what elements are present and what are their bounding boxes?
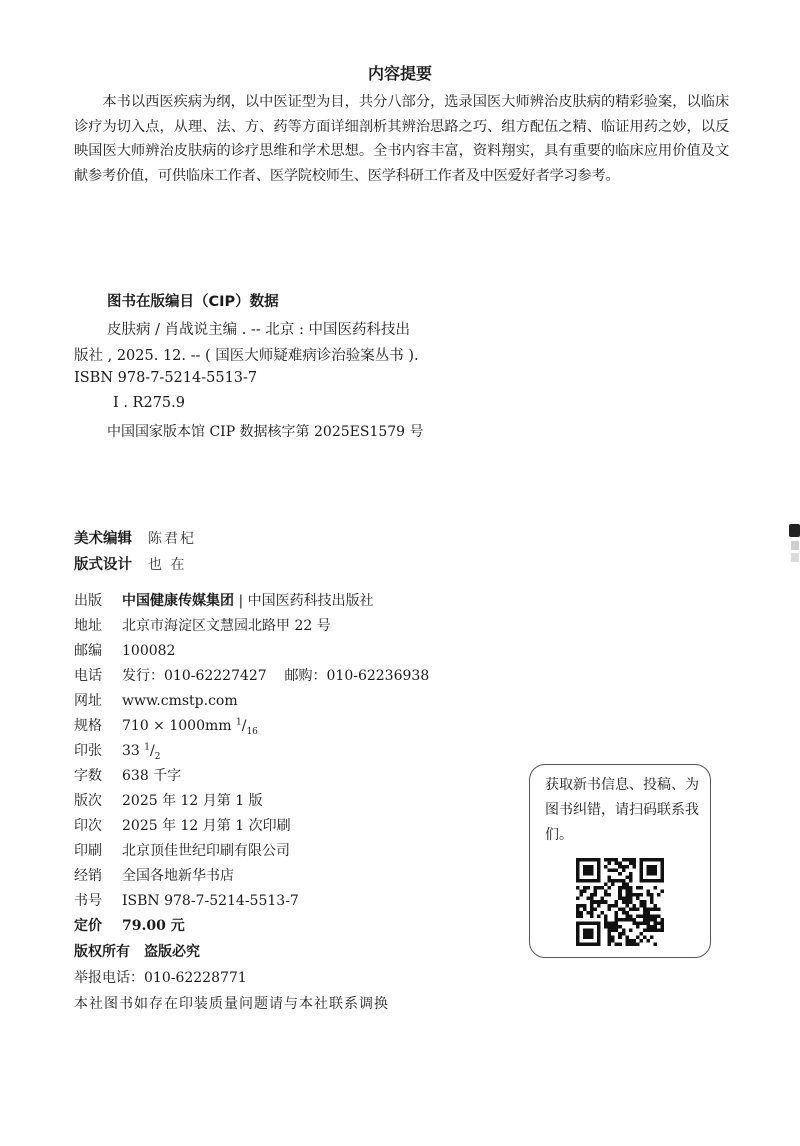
summary-body — [74, 90, 729, 188]
info-row-format: 规格 710 × 1000mm $^1/_{16}$ — [74, 715, 258, 737]
publisher-name: | 中国医药科技出版社 — [238, 593, 374, 609]
cip-title: 图书在版编目（CIP）数据 — [107, 294, 279, 310]
info-value: 33 — [122, 743, 140, 759]
info-label: 印次 — [74, 818, 102, 834]
quality-notice: 本社图书如存在印装质量问题请与本社联系调换 — [74, 996, 389, 1012]
report-phone: 举报电话：010-62228771 — [74, 970, 247, 986]
info-row-isbn — [74, 890, 299, 910]
info-label: 邮编 — [74, 643, 102, 659]
info-row-phone — [74, 665, 429, 685]
info-row-word-count — [74, 765, 181, 785]
info-value: 发行：010-62227427 邮购：010-62236938 — [122, 668, 430, 684]
info-label: 出版 — [74, 593, 102, 609]
info-label: 规格 — [74, 718, 102, 734]
info-value: ISBN 978-7-5214-5513-7 — [122, 893, 299, 909]
fraction-denominator: 16 — [246, 726, 258, 737]
publisher-group: 中国健康传媒集团 — [122, 593, 234, 609]
info-row-publisher — [74, 590, 374, 610]
info-value: 北京市海淀区文慧园北路甲 22 号 — [122, 618, 331, 634]
qr-contact-text: 获取新书信息、投稿、为图书纠错，请扫码联系我们。 — [545, 777, 699, 843]
info-value: 2025 年 12 月第 1 次印刷 — [122, 818, 291, 834]
credit-label: 美术编辑 — [74, 531, 132, 547]
info-label: 经销 — [74, 868, 102, 884]
edge-mark-glyph — [791, 553, 799, 562]
fraction-numerator: 1 — [144, 742, 151, 753]
website-link: www.cmstp.com — [122, 693, 238, 709]
qr-code-icon[interactable] — [576, 858, 664, 946]
info-label: 印刷 — [74, 843, 102, 859]
info-row-postcode — [74, 640, 175, 660]
credit-value: 陈君杞 — [148, 531, 196, 547]
credit-layout-designer — [74, 553, 186, 574]
summary-title: 内容提要 — [367, 64, 432, 83]
info-row-website — [74, 690, 238, 710]
credit-art-editor — [74, 527, 196, 548]
info-value: 2025 年 12 月第 1 版 — [122, 793, 263, 809]
credit-label: 版式设计 — [74, 557, 132, 573]
cip-line: 皮肤病 / 肖战说主编 . -- 北京 : 中国医药科技出 — [107, 322, 410, 338]
cip-isbn-line: ISBN 978-7-5214-5513-7 — [74, 370, 258, 386]
copyright-notice: 版权所有 盗版必究 — [74, 944, 200, 960]
info-label: 版次 — [74, 793, 102, 809]
credit-value: 也 在 — [148, 557, 187, 573]
cip-record-number: 中国国家版本馆 CIP 数据核字第 2025ES1579 号 — [107, 424, 424, 440]
edge-mark-block — [789, 524, 800, 537]
info-value: 北京顶佳世纪印刷有限公司 — [122, 843, 290, 859]
info-row-price — [74, 915, 185, 935]
info-label: 电话 — [74, 668, 102, 684]
fraction-numerator: 1 — [236, 717, 242, 728]
info-row-edition — [74, 790, 263, 810]
info-value: 638 千字 — [122, 768, 182, 784]
info-label: 书号 — [74, 893, 102, 909]
cip-line: 版社 , 2025. 12. -- ( 国医大师疑难病诊治验案丛书 ). — [74, 348, 419, 364]
info-label: 字数 — [74, 768, 102, 784]
info-row-printer — [74, 840, 290, 860]
info-row-printing — [74, 815, 291, 835]
info-row-address — [74, 615, 331, 635]
info-row-sheets: 印张 33 $^1/_2$ — [74, 740, 160, 762]
info-label: 印张 — [74, 743, 102, 759]
info-value: 710 × 1000mm — [122, 718, 232, 734]
info-label: 网址 — [74, 693, 102, 709]
info-value: 全国各地新华书店 — [122, 868, 234, 884]
info-label: 地址 — [74, 618, 102, 634]
price-value: 79.00 元 — [122, 918, 185, 934]
summary-paragraph: 本书以西医疾病为纲，以中医证型为目，共分八部分，选录国医大师辨治皮肤病的精彩验案，以临床诊疗为切入点，从理、法、方、药等方面详细剖析其辨治思路之巧、组方配伍之精、临证用药之妙，以反映国医大师辨治皮肤病的诊疗思维和学术思想。全书内容丰富，资料翔实，具有重要的临床应用价值及文献参考价值，可供临床工作者、医学院校师生、医学科研工作者及中医爱好者学习参考。 — [74, 94, 729, 184]
info-value: 100082 — [122, 643, 176, 659]
info-row-distributor — [74, 865, 234, 885]
fraction-denominator: 2 — [154, 751, 161, 762]
edge-mark-glyph — [791, 541, 799, 550]
edge-mark — [789, 524, 800, 562]
cip-classification-line: Ⅰ . R275.9 — [113, 395, 185, 411]
info-label: 定价 — [74, 918, 102, 934]
